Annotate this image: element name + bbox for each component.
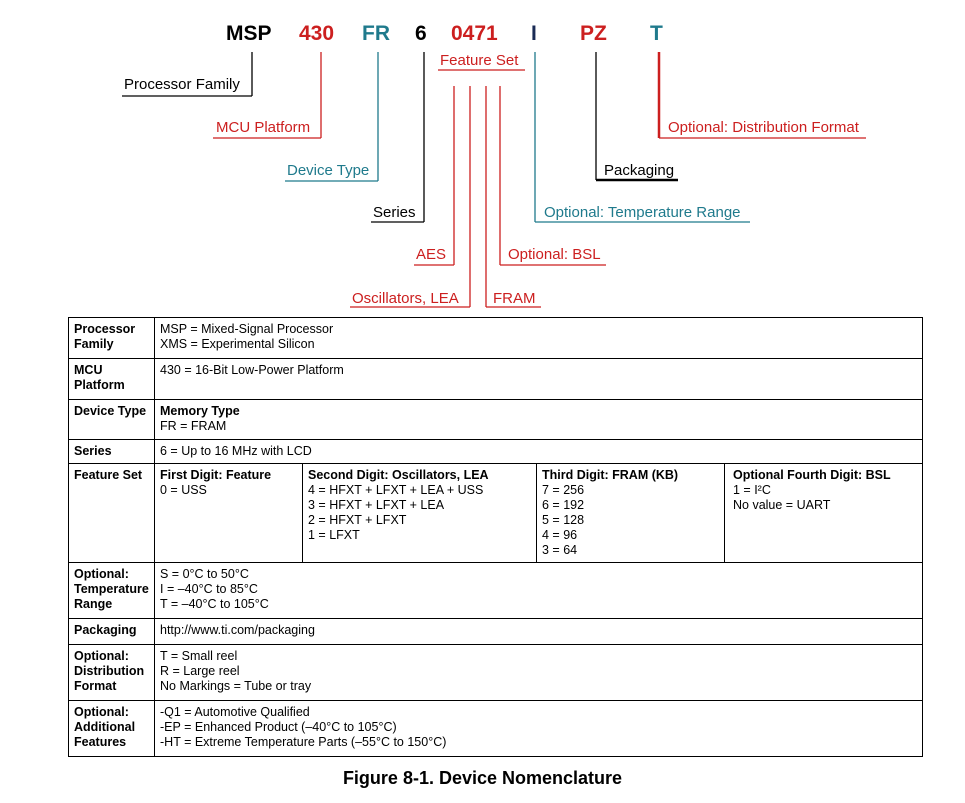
- row-line: FR = FRAM: [160, 419, 227, 433]
- row-line: -Q1 = Automotive Qualified: [160, 705, 310, 719]
- part-feature: 0471: [451, 22, 498, 45]
- row-line: 5 = 128: [542, 513, 585, 527]
- row-line: 1 = I²C: [733, 483, 771, 497]
- table-row: [69, 440, 923, 464]
- row-head: Feature Set: [69, 464, 155, 563]
- row-head: Series: [69, 440, 155, 464]
- label-feature-set: Feature Set: [440, 52, 519, 69]
- row-line: 4 = HFXT + LFXT + LEA + USS: [308, 483, 484, 497]
- table-row: [69, 645, 923, 701]
- row-subhead: Memory Type: [160, 404, 240, 418]
- part-temp: I: [531, 22, 537, 45]
- row-head: Optional: Distribution Format: [69, 645, 155, 701]
- label-series: Series: [373, 204, 416, 221]
- label-processor-family: Processor Family: [124, 76, 240, 93]
- table-row: [69, 563, 923, 619]
- packaging-link[interactable]: http://www.ti.com/packaging: [160, 623, 315, 637]
- table-row: [69, 701, 923, 757]
- part-msp: MSP: [226, 22, 272, 45]
- nomenclature-table: [68, 317, 923, 757]
- label-opt-bsl: Optional: BSL: [508, 246, 601, 263]
- row-line: S = 0°C to 50°C: [160, 567, 249, 581]
- row-line: I = –40°C to 85°C: [160, 582, 258, 596]
- row-line: XMS = Experimental Silicon: [160, 337, 315, 351]
- row-line: 6 = 192: [542, 498, 585, 512]
- row-line: 6 = Up to 16 MHz with LCD: [160, 444, 312, 458]
- row-line: -EP = Enhanced Product (–40°C to 105°C): [160, 720, 397, 734]
- row-line: 0 = USS: [160, 483, 207, 497]
- row-line: R = Large reel: [160, 664, 240, 678]
- label-opt-distribution: Optional: Distribution Format: [668, 119, 859, 136]
- part-dist: T: [650, 22, 663, 45]
- row-line: -HT = Extreme Temperature Parts (–55°C to 150°C): [160, 735, 447, 749]
- label-opt-temp: Optional: Temperature Range: [544, 204, 741, 221]
- row-line: No value = UART: [733, 498, 831, 512]
- label-fram: FRAM: [493, 290, 536, 307]
- table-row: [69, 318, 923, 359]
- part-pkg: PZ: [580, 22, 607, 45]
- feature-set-grid: [155, 464, 922, 562]
- row-line: T = Small reel: [160, 649, 238, 663]
- row-line: MSP = Mixed-Signal Processor: [160, 322, 334, 336]
- feature-col-title: Third Digit: FRAM (KB): [542, 468, 679, 482]
- label-osc-lea: Oscillators, LEA: [352, 290, 459, 307]
- row-head: Optional: Temperature Range: [69, 563, 155, 619]
- feature-col-title: First Digit: Feature: [160, 468, 272, 482]
- row-line: 3 = HFXT + LFXT + LEA: [308, 498, 445, 512]
- row-head: Processor Family: [69, 318, 155, 359]
- label-mcu-platform: MCU Platform: [216, 119, 311, 136]
- row-line: No Markings = Tube or tray: [160, 679, 312, 693]
- connector-lines: [0, 0, 965, 320]
- row-line: 4 = 96: [542, 528, 578, 542]
- part-platform: 430: [299, 22, 335, 45]
- row-head: Packaging: [69, 619, 155, 645]
- row-line: 7 = 256: [542, 483, 585, 497]
- feature-col-title: Second Digit: Oscillators, LEA: [308, 468, 489, 482]
- row-line: 1 = LFXT: [308, 528, 360, 542]
- part-type: FR: [362, 22, 390, 45]
- row-head: Optional: Additional Features: [69, 701, 155, 757]
- row-head: MCU Platform: [69, 359, 155, 400]
- row-line: 430 = 16-Bit Low-Power Platform: [160, 363, 344, 377]
- label-aes: AES: [416, 246, 447, 263]
- feature-col-title: Optional Fourth Digit: BSL: [733, 468, 891, 482]
- part-series: 6: [415, 22, 427, 45]
- figure-caption: Figure 8-1. Device Nomenclature: [342, 768, 623, 788]
- row-head: Device Type: [69, 400, 155, 440]
- table-row: [69, 464, 923, 563]
- table-row: [69, 619, 923, 645]
- table-row: [69, 359, 923, 400]
- table-row: [69, 400, 923, 440]
- row-line: 3 = 64: [542, 543, 578, 557]
- row-line: T = –40°C to 105°C: [160, 597, 269, 611]
- label-packaging: Packaging: [604, 162, 675, 179]
- label-device-type: Device Type: [287, 162, 370, 179]
- row-line: 2 = HFXT + LFXT: [308, 513, 407, 527]
